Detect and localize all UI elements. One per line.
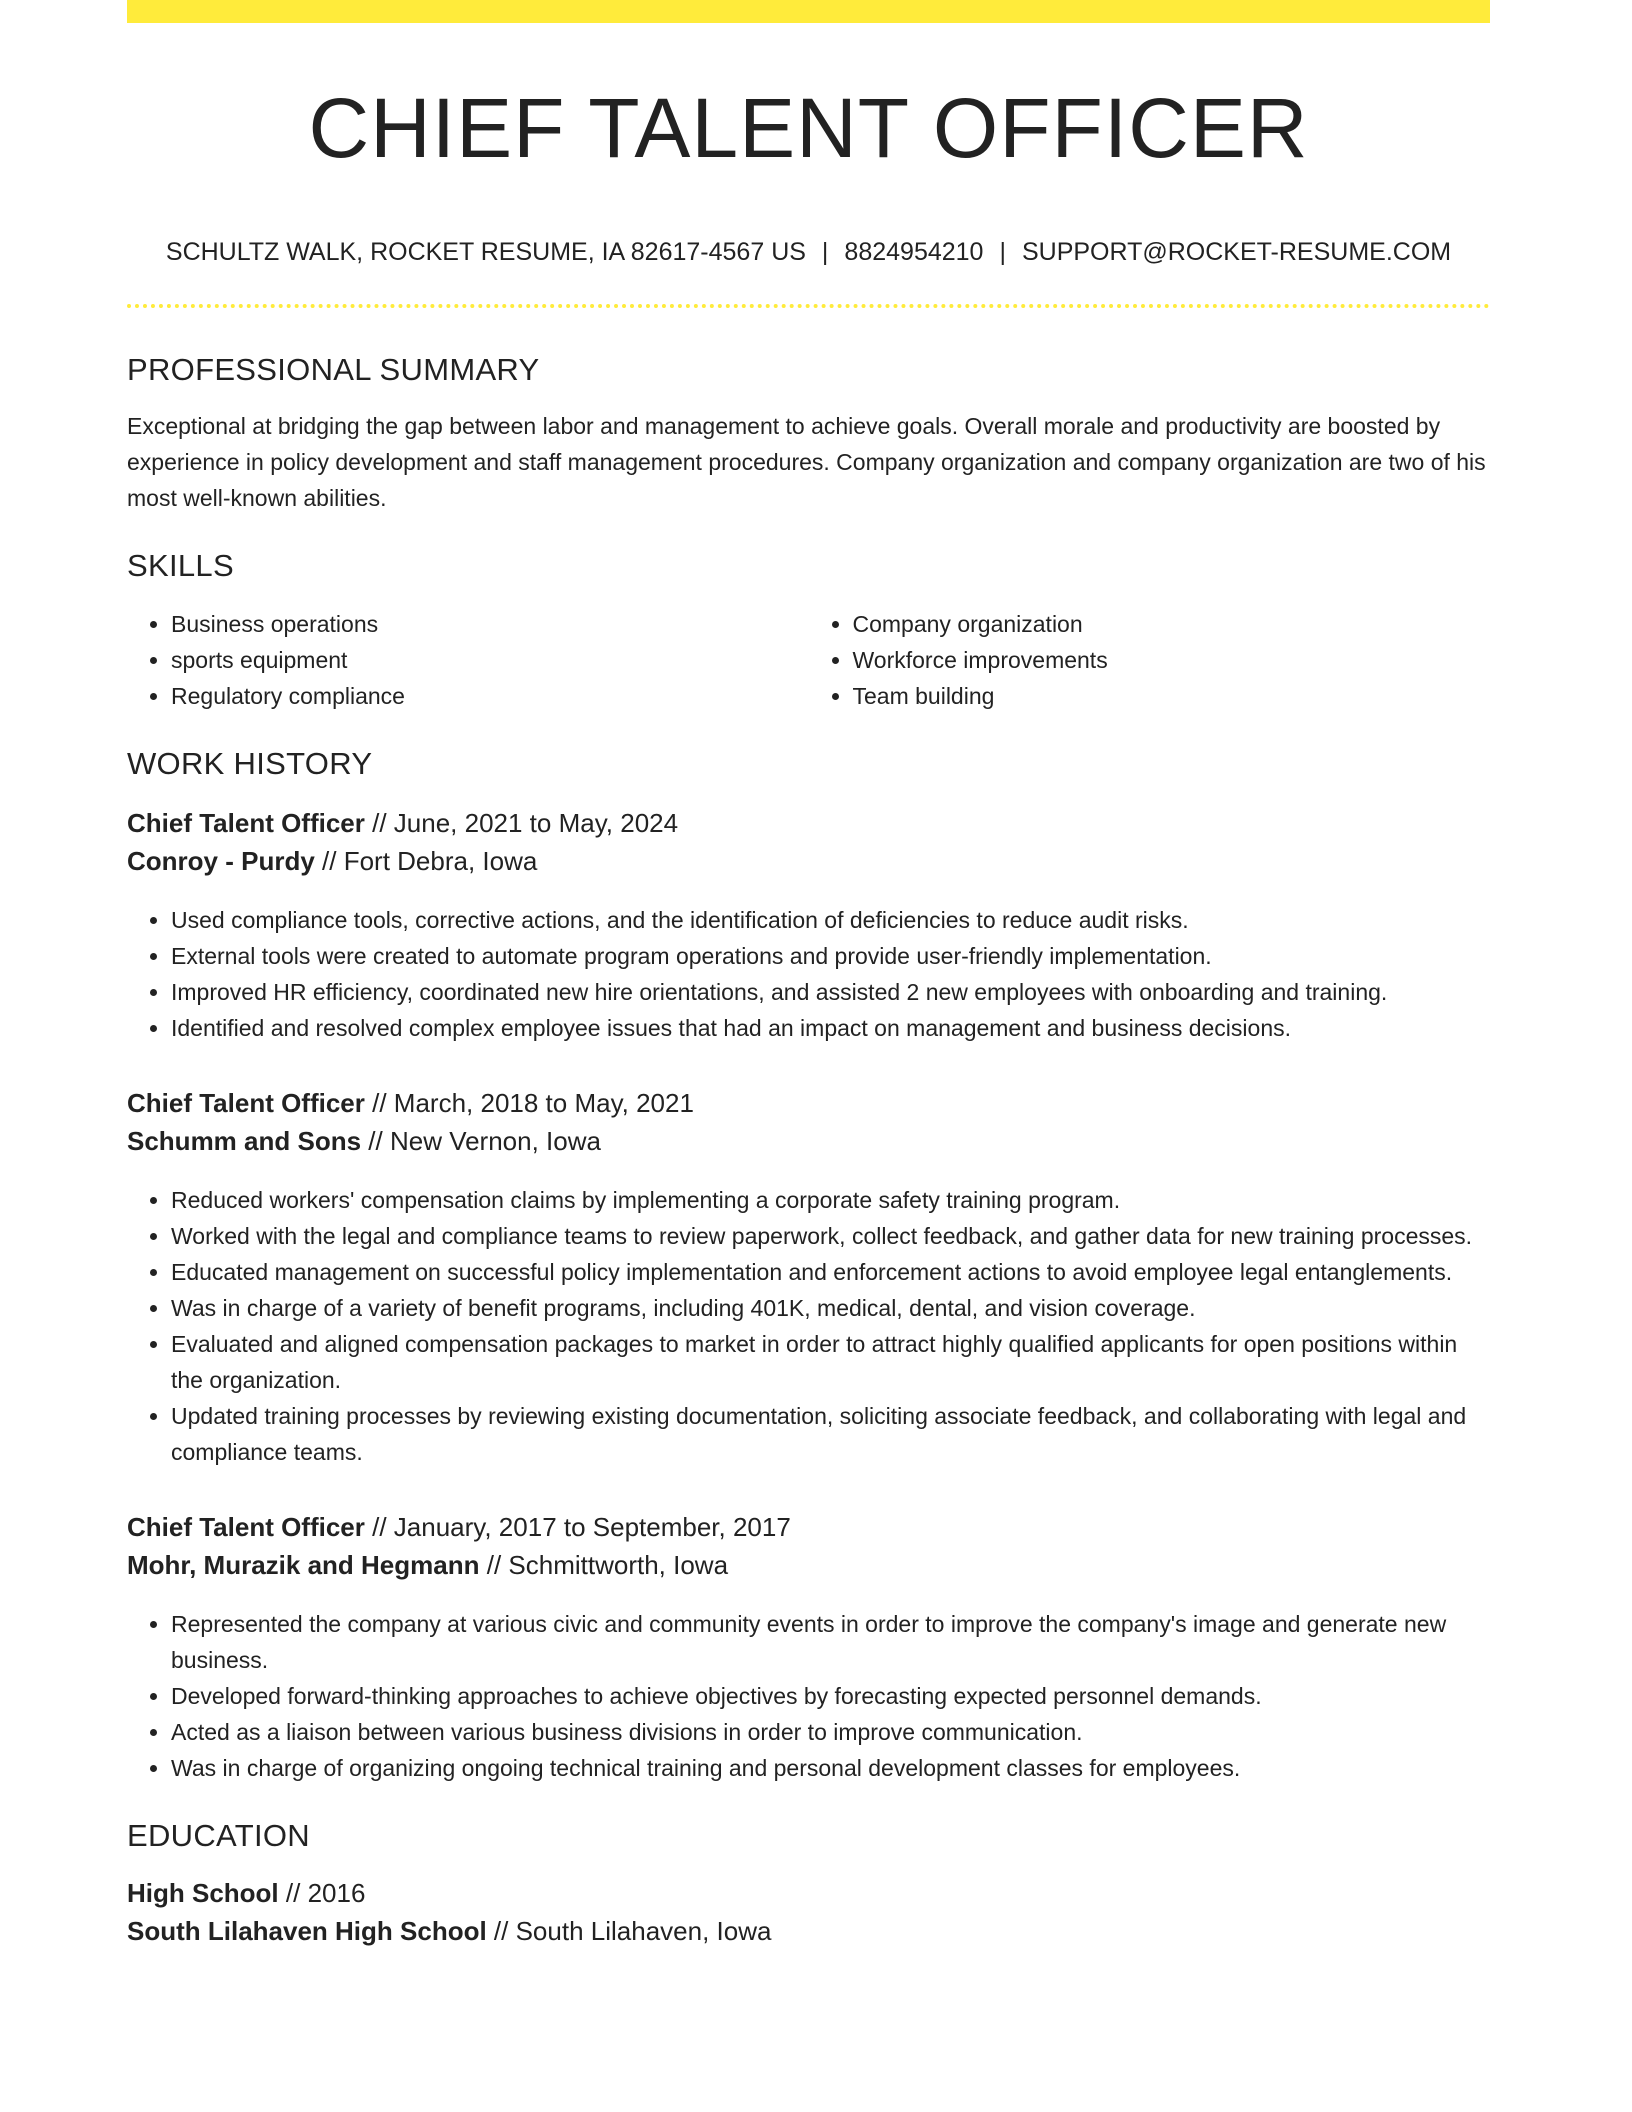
job-bullet: • Reduced workers' compensation claims by implementing a corporate safety training program. (171, 1182, 1490, 1218)
resume-title: CHIEF TALENT OFFICER (308, 81, 1309, 175)
job-company-line (127, 842, 1490, 880)
job-location: // New Vernon, Iowa (368, 1126, 601, 1156)
spacer (127, 714, 1490, 744)
skill-item: • Workforce improvements (853, 642, 1491, 678)
job-title-line (127, 1084, 1490, 1122)
job-bullet: • External tools were created to automate program operations and provide user-friendly implementation. (171, 938, 1490, 974)
education-school-line (127, 1912, 1490, 1950)
job-company: Mohr, Murazik and Hegmann (127, 1550, 480, 1580)
work-history-heading: WORK HISTORY (127, 746, 373, 781)
top-accent-bar (127, 0, 1490, 23)
job-title: Chief Talent Officer (127, 1088, 365, 1118)
job-bullet: • Worked with the legal and compliance teams to review paperwork, collect feedback, and gather data for new training processes. (171, 1218, 1490, 1254)
skill-item: • Regulatory compliance (171, 678, 809, 714)
skills-list-right (809, 606, 1491, 714)
job-bullet: • Was in charge of organizing ongoing technical training and personal development classes for employees. (171, 1750, 1490, 1786)
contact-address: SCHULTZ WALK, ROCKET RESUME, IA 82617-4567 US (165, 238, 806, 266)
contact-line (127, 236, 1490, 268)
job-bullet: • Improved HR efficiency, coordinated new hire orientations, and assisted 2 new employees with onboarding and training. (171, 974, 1490, 1010)
skill-item: • Company organization (853, 606, 1491, 642)
skills-heading: SKILLS (127, 548, 234, 583)
job-bullets (127, 902, 1490, 1046)
education-heading: EDUCATION (127, 1818, 310, 1853)
job-title: Chief Talent Officer (127, 808, 365, 838)
job-bullet: • Acted as a liaison between various business divisions in order to improve communication. (171, 1714, 1490, 1750)
job-bullet: • Was in charge of a variety of benefit programs, including 401K, medical, dental, and vision coverage. (171, 1290, 1490, 1326)
job-bullets (127, 1182, 1490, 1470)
job-bullet: • Developed forward-thinking approaches to achieve objectives by forecasting expected personnel demands. (171, 1678, 1490, 1714)
skill-item: • Business operations (171, 606, 809, 642)
education-school: South Lilahaven High School (127, 1916, 487, 1946)
job-title: Chief Talent Officer (127, 1512, 365, 1542)
dotted-divider (127, 304, 1490, 308)
job-dates: // March, 2018 to May, 2021 (372, 1088, 694, 1118)
job-company-line (127, 1122, 1490, 1160)
job-bullets (127, 1606, 1490, 1786)
skills-columns (127, 606, 1490, 714)
summary-text: Exceptional at bridging the gap between labor and management to achieve goals. Overall morale and productivity are boosted by experience in policy development and staff management procedures. Company organization and company organization are two of his most well-known abilities. (127, 413, 1486, 511)
education-location: // South Lilahaven, Iowa (493, 1916, 772, 1946)
skill-item: • Team building (853, 678, 1491, 714)
education-degree-line (127, 1874, 1490, 1912)
job-bullet: • Evaluated and aligned compensation packages to market in order to attract highly qualified applicants for open positions within the organization. (171, 1326, 1490, 1398)
job-dates: // January, 2017 to September, 2017 (372, 1512, 791, 1542)
job-title-line (127, 804, 1490, 842)
job-title-line (127, 1508, 1490, 1546)
job-company: Conroy - Purdy (127, 846, 315, 876)
skills-list-left (127, 606, 809, 714)
job-bullet: • Educated management on successful policy implementation and enforcement actions to avoid employee legal entanglements. (171, 1254, 1490, 1290)
spacer (127, 516, 1490, 546)
education-section (127, 1816, 1490, 1950)
job-entry (127, 1508, 1490, 1786)
work-history-section (127, 744, 1490, 1786)
job-location: // Fort Debra, Iowa (322, 846, 538, 876)
summary-section (127, 350, 1490, 516)
job-entry (127, 1084, 1490, 1470)
job-bullet: • Used compliance tools, corrective actions, and the identification of deficiencies to reduce audit risks. (171, 902, 1490, 938)
job-location: // Schmittworth, Iowa (486, 1550, 729, 1580)
job-bullet: • Updated training processes by reviewing existing documentation, soliciting associate feedback, and collaborating with legal and compliance teams. (171, 1398, 1490, 1470)
skill-item: • sports equipment (171, 642, 809, 678)
contact-phone: 8824954210 (844, 238, 984, 266)
job-bullet: • Represented the company at various civic and community events in order to improve the company's image and generate new business. (171, 1606, 1490, 1678)
contact-separator: | (821, 238, 829, 266)
job-entry (127, 804, 1490, 1046)
contact-separator: | (999, 238, 1006, 266)
summary-heading: PROFESSIONAL SUMMARY (127, 352, 540, 387)
spacer (127, 1786, 1490, 1816)
job-company-line (127, 1546, 1490, 1584)
contact-email: SUPPORT@ROCKET-RESUME.COM (1021, 238, 1452, 266)
job-company: Schumm and Sons (127, 1126, 362, 1156)
skills-section (127, 546, 1490, 714)
education-year: // 2016 (285, 1878, 366, 1908)
job-dates: // June, 2021 to May, 2024 (372, 808, 679, 838)
resume-content (127, 350, 1490, 1950)
job-bullet: • Identified and resolved complex employee issues that had an impact on management and business decisions. (171, 1010, 1490, 1046)
education-degree: High School (127, 1878, 279, 1908)
